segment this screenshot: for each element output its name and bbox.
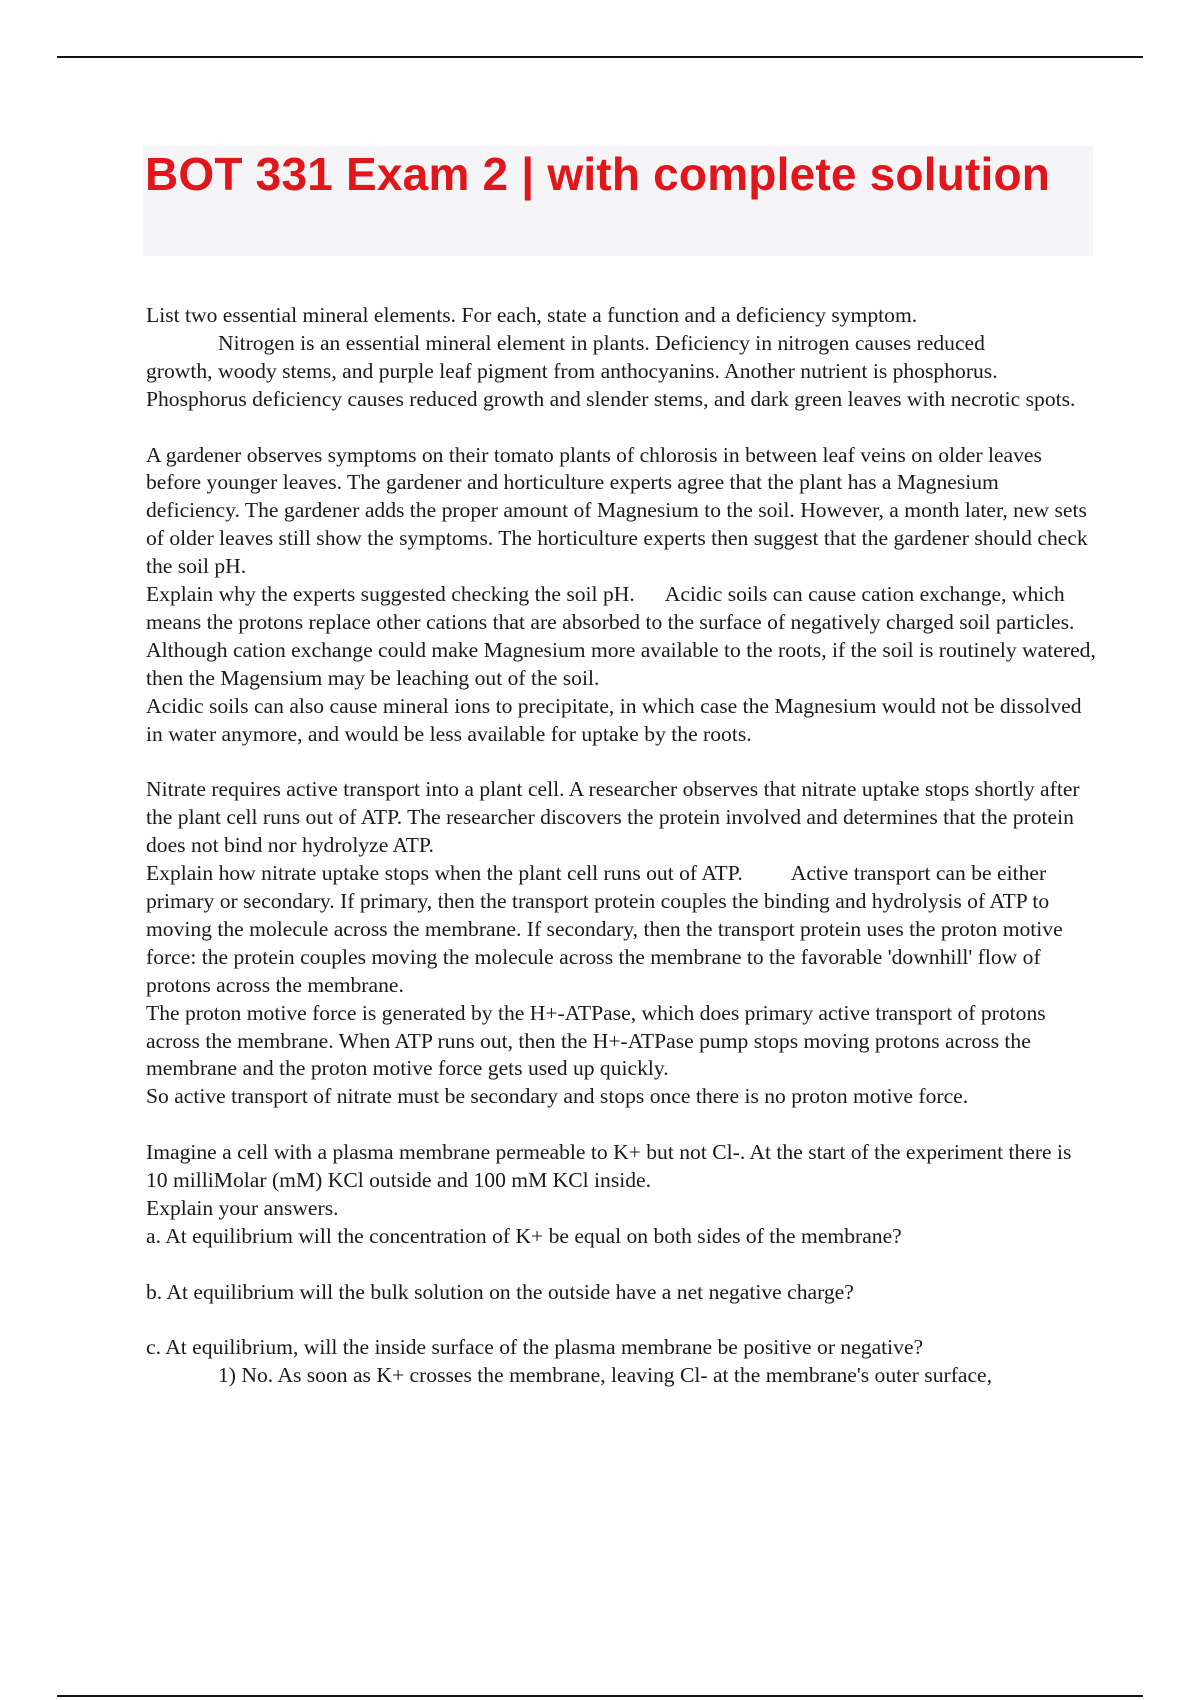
q3-scenario: Nitrate requires active transport into a plant cell. A researcher observes that nitrate uptake stops shortly after the plant cell runs out of ATP. The researcher discovers the protein involved and determines that the protein does not bind nor hydrolyze ATP. xyxy=(146,777,1080,858)
q3-answer-part3: So active transport of nitrate must be secondary and stops once there is no proton motive force. xyxy=(146,1084,969,1109)
q2-answer-part2: Acidic soils can also cause mineral ions to precipitate, in which case the Magnesium would not be dissolved in water anymore, and would be less available for uptake by the roots. xyxy=(146,693,1082,746)
q4-part-b: b. At equilibrium will the bulk solution on the outside have a net negative charge? xyxy=(146,1279,854,1304)
q2-answer-part1: Acidic soils can cause cation exchange, which means the protons replace other cations that are absorbed to the surface of negatively charged soil particles. Although cation exchange could make Magnesium more available to the roots, if the soil is routinely watered, then the Magensium may be leaching out of the soil. xyxy=(146,582,1096,690)
q3-answer-part1: Active transport can be either primary or secondary. If primary, then the transport protein couples the binding and hydrolysis of ATP to moving the molecule across the membrane. If secondary, then the transport protein uses the proton motive force: the protein couples moving the molecule across the membrane to the favorable 'downhill' flow of protons across the membrane. xyxy=(146,861,1063,997)
q1-answer-lead: Nitrogen is an essential mineral element in plants. Deficiency in nitrogen causes reduced xyxy=(218,330,985,355)
q4-answer-start: 1) No. As soon as K+ crosses the membrane, leaving Cl- at the membrane's outer surface, xyxy=(218,1363,993,1388)
q3-answer-part2: The proton motive force is generated by the H+-ATPase, which does primary active transport of protons across the membrane. When ATP runs out, then the H+-ATPase pump stops moving protons across the membrane and the proton motive force gets used up quickly. xyxy=(146,1000,1046,1081)
q2-scenario: A gardener observes symptoms on their tomato plants of chlorosis in between leaf veins on older leaves before younger leaves. The gardener and horticulture experts agree that the plant has a Magnesium deficiency. The gardener adds the proper amount of Magnesium to the soil. However, a month later, new sets of older leaves still show the symptoms. The horticulture experts then suggest that the gardener should check the soil pH. xyxy=(146,442,1088,579)
q1-question: List two essential mineral elements. For each, state a function and a deficiency symptom. xyxy=(146,303,918,327)
q3-prompt: Explain how nitrate uptake stops when the plant cell runs out of ATP. xyxy=(146,861,743,886)
footer-rule xyxy=(57,1695,1143,1697)
q2-prompt-answer xyxy=(146,581,1098,693)
q2-prompt: Explain why the experts suggested checking the soil pH. xyxy=(146,582,635,607)
q1-answer-rest: growth, woody stems, and purple leaf pigment from anthocyanins. Another nutrient is phosphorus. Phosphorus deficiency causes reduced growth and slender stems, and dark green leaves with necrotic spots. xyxy=(146,358,1076,411)
q4-part-a: a. At equilibrium will the concentration of K+ be equal on both sides of the membrane? xyxy=(146,1223,902,1248)
q3-prompt-answer xyxy=(146,860,1098,1000)
q4-instruction: Explain your answers. xyxy=(146,1195,339,1220)
document-body xyxy=(146,302,1098,1390)
q4-scenario: Imagine a cell with a plasma membrane permeable to K+ but not Cl-. At the start of the experiment there is 10 milliMolar (mM) KCl outside and 100 mM KCl inside. xyxy=(146,1140,1072,1193)
header-rule xyxy=(57,56,1143,58)
title-banner xyxy=(143,146,1093,256)
document-title: BOT 331 Exam 2 | with complete solution xyxy=(145,148,1051,200)
q4-part-c: c. At equilibrium, will the inside surface of the plasma membrane be positive or negative? xyxy=(146,1335,924,1360)
